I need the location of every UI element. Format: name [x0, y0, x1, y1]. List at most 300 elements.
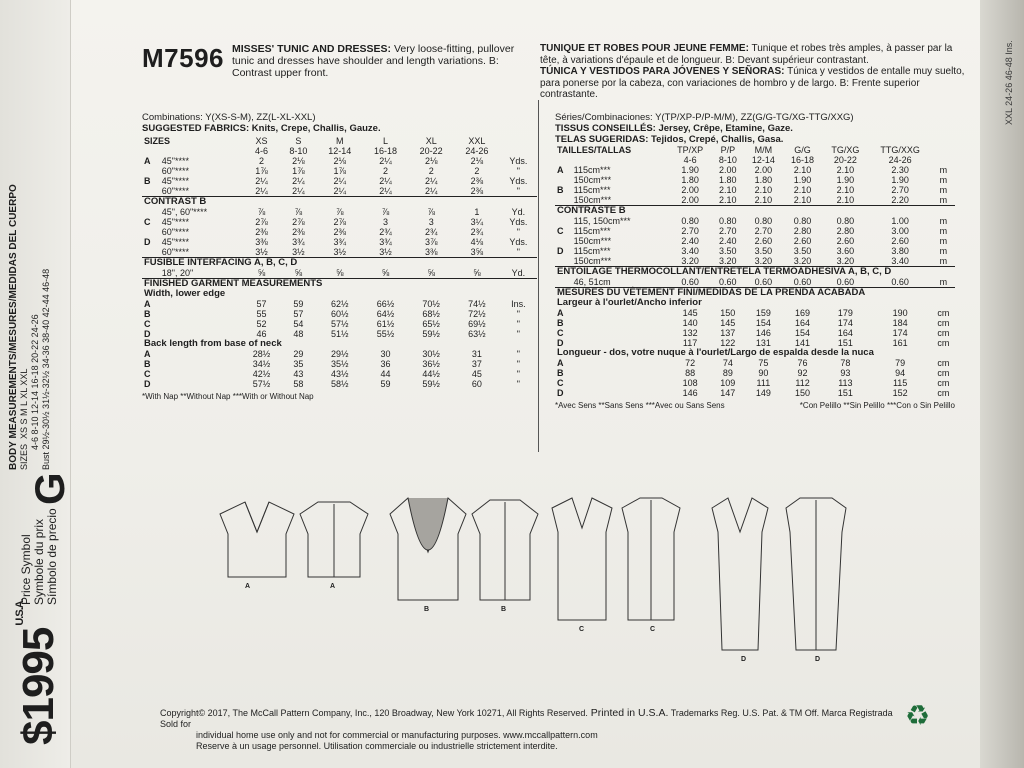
table-cell: 92	[797, 368, 808, 378]
table-row	[142, 379, 537, 389]
table-cell: ⅞	[294, 207, 303, 217]
table-cell: "	[516, 329, 520, 339]
table-cell: 0.60	[836, 277, 855, 287]
table-cell: 2.30	[891, 165, 909, 175]
table-cell: 2⅞	[255, 217, 268, 227]
table-cell: 61½	[376, 319, 395, 329]
footer-copyright: Copyright© 2017, The McCall Pattern Company, Inc., 120 Broadway, New York 10271, All Rights Reserved. Printed in U.S.A. Trademarks Reg. U.S. Pat. & TM Off. Marca Registrada Sold for individual home use only and not for commercial or manufacturing purposes. www.mccallpattern.com Reserve à un usage personnel. Utilisation commerciale ou industrielle strictement interdite.	[160, 707, 893, 751]
table-cell: 2.60	[836, 236, 855, 246]
table-cell: 2⅛	[470, 156, 484, 166]
table-cell: 0.60	[681, 277, 699, 287]
table-row	[142, 369, 537, 379]
table-cell: 150cm***	[573, 256, 612, 266]
table-cell: 20-22	[419, 146, 443, 156]
table-cell: 1.80	[681, 175, 699, 185]
table-cell: 89	[722, 368, 733, 378]
table-cell	[160, 379, 244, 389]
table-cell: 1	[474, 207, 480, 217]
table-cell: 2.00	[681, 185, 699, 195]
table-cell	[160, 369, 244, 379]
sketch-c-front	[552, 498, 612, 620]
table-cell	[160, 319, 244, 329]
table-cell: A	[557, 165, 564, 175]
sketch-c-back	[622, 498, 680, 620]
sketch-label: A	[330, 583, 336, 590]
table-cell: A	[557, 308, 564, 318]
table-cell: 79	[895, 358, 906, 368]
sketch-label: C	[579, 626, 585, 633]
sketch-label: A	[245, 583, 251, 590]
table-cell: 117	[682, 338, 698, 348]
table-cell: 0.80	[719, 216, 737, 226]
sketch-a-front	[220, 502, 294, 577]
table-cell: 72	[685, 358, 696, 368]
table-header-row	[142, 136, 537, 146]
table-row	[555, 256, 955, 267]
table-cell: 2¼	[424, 186, 438, 196]
table-cell: CONTRAST B	[142, 197, 537, 208]
table-cell: D	[557, 338, 564, 348]
column-divider	[538, 100, 539, 452]
table-cell: ENTOILAGE THERMOCOLLANT/ENTRETELA TERMOADHESIVA A, B, C, D	[555, 267, 955, 278]
table-cell: 48	[293, 329, 304, 339]
table-cell: 3.50	[793, 246, 812, 256]
table-cell: 1.90	[793, 175, 812, 185]
sketch-label: D	[741, 656, 747, 663]
table-cell: XL	[425, 136, 437, 146]
table-cell	[572, 328, 669, 338]
table-cell: 16-18	[791, 155, 815, 165]
table-cell: A	[144, 299, 151, 309]
table-cell: m	[939, 246, 948, 256]
table-cell: 42½	[252, 369, 271, 379]
table-cell: 72½	[468, 309, 486, 319]
table-cell	[160, 359, 244, 369]
table-row	[142, 207, 537, 217]
table-cell: 24-26	[888, 155, 912, 165]
table-cell: 69½	[468, 319, 486, 329]
table-cell: 4-6	[683, 155, 697, 165]
table-cell: 3.50	[719, 246, 737, 256]
table-cell: 1.90	[681, 165, 699, 175]
table-cell: 35½	[331, 359, 349, 369]
table-cell: Back length from base of neck	[144, 338, 282, 349]
table-cell: MESURES DU VÊTEMENT FINI/MEDIDAS DE LA PRENDA ACABADA	[555, 288, 955, 299]
table-cell: m	[939, 236, 948, 246]
table-cell: 0.80	[681, 216, 699, 226]
table-cell: 140	[682, 318, 698, 328]
table-cell: 2¼	[424, 176, 438, 186]
table-cell: ⅝	[257, 268, 266, 278]
table-cell: 115cm***	[573, 165, 611, 175]
table-cell: 115, 150cm***	[573, 216, 631, 226]
table-cell: "	[516, 379, 520, 389]
table-cell: m	[939, 185, 948, 195]
garment-sketches	[200, 492, 900, 667]
sketch-label: D	[815, 656, 821, 663]
table-cell: 190	[892, 308, 908, 318]
table-cell: 57	[256, 299, 267, 309]
table-cell: cm	[937, 328, 950, 338]
table-cell: 2.10	[836, 165, 855, 175]
table-row	[555, 175, 955, 185]
table-cell	[142, 227, 160, 237]
table-cell: 2.10	[836, 185, 855, 195]
table-cell: Yds.	[509, 217, 528, 227]
sketch-b-front	[390, 498, 466, 600]
table-cell: 3⅜	[255, 237, 268, 247]
table-cell: 150cm***	[573, 195, 612, 205]
table-cell: m	[939, 256, 948, 266]
table-cell	[142, 268, 160, 279]
table-cell: 1⅞	[333, 166, 347, 176]
table-section-header	[142, 289, 537, 299]
table-row	[555, 185, 955, 195]
table-cell: cm	[937, 338, 950, 348]
table-cell: TP/XP	[677, 145, 704, 155]
table-cell: 62½	[331, 299, 349, 309]
table-cell: "	[516, 309, 520, 319]
table-cell	[160, 349, 244, 359]
table-cell: 74	[722, 358, 733, 368]
table-row	[555, 358, 955, 368]
table-cell: 115cm***	[573, 246, 611, 256]
table-cell: 2¾	[470, 227, 484, 237]
table-cell: 3⅝	[470, 247, 484, 257]
table-cell: 3⅜	[424, 247, 438, 257]
table-cell: 3.20	[754, 256, 773, 266]
table-cell: 63½	[468, 329, 486, 339]
table-cell: 57½	[331, 319, 349, 329]
table-cell	[555, 256, 572, 267]
table-cell	[932, 155, 955, 165]
table-cell: 12-14	[751, 155, 775, 165]
table-cell: B	[557, 185, 564, 195]
table-section-header	[142, 197, 537, 208]
table-row	[555, 388, 955, 398]
table-row	[142, 186, 537, 197]
table-cell: 1.80	[719, 175, 737, 185]
table-cell: 0.80	[793, 216, 812, 226]
table-row	[142, 247, 537, 258]
table-cell: "	[516, 349, 520, 359]
table-cell: 4⅛	[470, 237, 484, 247]
table-cell: 57	[293, 309, 304, 319]
table-cell: 60"****	[161, 227, 189, 237]
table-cell: 141	[795, 338, 811, 348]
table-row	[555, 378, 955, 388]
table-section-header	[142, 258, 537, 269]
table-cell: 3.20	[681, 256, 699, 266]
table-cell: 28½	[252, 349, 271, 359]
table-cell: 3½	[333, 247, 347, 257]
table-cell: 75	[758, 358, 769, 368]
table-cell: A	[144, 156, 151, 166]
table-cell	[572, 308, 669, 318]
table-row	[142, 309, 537, 319]
table-cell: "	[516, 186, 520, 196]
table-cell: 2	[259, 156, 265, 166]
table-cell: B	[557, 368, 564, 378]
table-cell: Yds.	[509, 156, 528, 166]
table-cell: ⅞	[336, 207, 344, 217]
table-cell: B	[144, 309, 151, 319]
table-cell: 88	[685, 368, 696, 378]
table-cell: 2.60	[754, 236, 773, 246]
table-cell: S	[295, 136, 302, 146]
table-cell: 59½	[422, 379, 440, 389]
table-cell: ⅝	[294, 268, 303, 278]
table-cell: 3.20	[719, 256, 737, 266]
table-cell: Yds.	[509, 237, 528, 247]
table-header-row	[555, 145, 955, 155]
table-cell: 146	[682, 388, 698, 398]
table-cell: D	[144, 379, 151, 389]
table-cell: 45"****	[161, 237, 189, 247]
table-cell	[555, 155, 668, 165]
table-cell: 94	[895, 368, 906, 378]
table-cell: 12-14	[328, 146, 352, 156]
table-cell: 59	[380, 379, 391, 389]
table-cell: 184	[892, 318, 908, 328]
table-row	[142, 176, 537, 186]
table-cell: 151	[837, 388, 853, 398]
table-cell: 2¾	[379, 227, 392, 237]
table-cell: 3.40	[891, 256, 909, 266]
table-cell: 179	[837, 308, 853, 318]
table-cell	[555, 236, 572, 246]
table-cell: 1.80	[754, 175, 773, 185]
table-cell	[572, 388, 669, 398]
table-cell: 3.20	[793, 256, 812, 266]
table-cell: 65½	[422, 319, 440, 329]
table-cell: 159	[755, 308, 771, 318]
table-cell: G/G	[794, 145, 811, 155]
table-cell: 152	[892, 388, 908, 398]
table-cell: 0.60	[891, 277, 909, 287]
table-cell	[555, 195, 572, 206]
table-cell	[555, 216, 572, 226]
table-cell: 43	[293, 369, 304, 379]
table-cell: 122	[720, 338, 736, 348]
table-cell	[572, 378, 669, 388]
table-cell: 164	[837, 328, 853, 338]
price-letter: G	[26, 472, 73, 505]
table-row	[555, 277, 955, 288]
table-cell: 3	[382, 217, 388, 227]
table-cell: 154	[755, 318, 771, 328]
table-cell: 70½	[422, 299, 440, 309]
pattern-number: M7596	[142, 43, 224, 73]
table-cell: 2⅜	[470, 176, 484, 186]
english-yardage: Combinations: Y(XS-S-M), ZZ(L-XL-XXL) SUGGESTED FABRICS: Knits, Crepe, Challis, Gauze. SIZES XS S M L XL XXL 4-6 8-10 12-14 16-18 20-22 24-26 A 45"**** 2 2⅛ 2⅛ 2¼ 2⅛ 2⅛ Yds. 60"**** 1⅞ 1⅞ 1⅞ 2 2 2 " B 45"**** 2¼ 2¼ 2¼ 2¼ 2¼ 2⅜ Yds. 60"**** 2¼ 2¼ 2¼ 2¼ 2¼ 2⅜ " CONTRAST B 45", 60"**** ⅞ ⅞ ⅞ ⅞ ⅞ 1 Yd. C 45"**** 2⅞ 2⅞ 2⅞ 3 3 3¼ Yds. 60"**** 2⅜ 2⅜ 2⅜ 2¾ 2¾ 2¾ " D 45"**** 3⅜ 3¾ 3¾ 3¾ 3⅞ 4⅛ Yds. 60"**** 3½ 3½ 3½ 3½ 3⅜ 3⅝ " FUSIBLE INTERFACING A, B, C, D 18", 20" ⅝ ⅝ ⅝ ⅝ ⅝ ⅝ Yd. FINISHED GARMENT MEASUREMENTS Width, lower edge A 57 59 62½ 66½ 70½ 74½ Ins. B 55 57 60½ 64½ 68½ 72½ " C 52 54 57½ 61½ 65½ 69½ " D 46 48 51½ 55½ 59½ 63½ " Back length from base of neck A 28½ 29 29½ 30 30½ 31 " B 34½ 35 35½ 36 36½ 37 " C 42½ 43 43½ 44 44½ 45 " D 57½ 58 58½ 59 59½ 60 " *With Nap **Without Nap ***With or Without Nap	[142, 112, 537, 402]
table-cell: 164	[795, 318, 811, 328]
table-cell: cm	[937, 388, 950, 398]
sketch-b-back	[472, 500, 538, 600]
table-cell: 2.00	[719, 165, 737, 175]
table-section-header	[555, 206, 955, 217]
table-cell: Longueur - dos, votre nuque à l'ourlet/Largo de espalda desde la nuca	[557, 347, 874, 358]
table-cell: 2¼	[255, 186, 268, 196]
table-cell: 2¼	[255, 176, 268, 186]
table-row	[555, 328, 955, 338]
table-cell: FUSIBLE INTERFACING A, B, C, D	[142, 258, 537, 269]
table-cell: L	[382, 136, 388, 146]
table-cell: C	[557, 226, 564, 236]
table-cell: 2.60	[891, 236, 909, 246]
table-cell: 0.60	[754, 277, 773, 287]
table-cell: 51½	[331, 329, 349, 339]
table-section-header	[555, 348, 955, 358]
table-cell: 2¼	[292, 176, 305, 186]
table-cell: Yd.	[511, 207, 526, 217]
table-cell: 0.80	[754, 216, 773, 226]
table-cell: 66½	[376, 299, 395, 309]
price: $1995U.S.A.	[14, 599, 63, 745]
table-cell: 2.40	[681, 236, 699, 246]
table-row	[555, 308, 955, 318]
table-cell: 2¼	[379, 186, 392, 196]
table-cell: 145	[720, 318, 736, 328]
table-cell: 154	[795, 328, 811, 338]
table-cell: 113	[838, 378, 853, 388]
table-cell: 3½	[255, 247, 268, 257]
table-cell: 58	[293, 379, 304, 389]
table-row	[142, 156, 537, 166]
table-cell: 8-10	[289, 146, 308, 156]
table-cell: 60"****	[161, 247, 189, 257]
table-cell: cm	[937, 318, 950, 328]
table-cell: 115cm***	[573, 226, 611, 236]
table-cell: 2⅜	[470, 186, 484, 196]
table-cell: 2.00	[681, 195, 699, 205]
table-cell: 45"****	[161, 217, 189, 227]
table-cell: 115cm***	[573, 185, 611, 195]
table-cell: 2.80	[836, 226, 855, 236]
paper-edge	[980, 0, 1024, 768]
table-cell: 3.00	[891, 226, 909, 236]
table-cell: 2.10	[719, 185, 737, 195]
table-cell: 4-6	[255, 146, 269, 156]
table-cell: 31	[471, 349, 482, 359]
table-cell: 3.50	[754, 246, 773, 256]
table-cell: 55	[256, 309, 267, 319]
table-section-header	[142, 339, 537, 349]
table-cell: ⅝	[473, 268, 481, 278]
table-header-row	[142, 146, 537, 156]
table-cell: "	[516, 319, 520, 329]
table-cell: 30	[380, 349, 391, 359]
table-cell: TG/XG	[831, 145, 860, 155]
header-english: M7596 MISSES' TUNIC AND DRESSES: Very loose-fitting, pullover tunic and dresses have shoulder and length variations. B: Contrast upper front.	[142, 43, 515, 79]
table-cell: 131	[755, 338, 771, 348]
table-cell	[142, 247, 160, 258]
table-header-row	[555, 155, 955, 165]
table-cell: 76	[797, 358, 808, 368]
table-cell: 35	[293, 359, 304, 369]
table-cell: TTG/XXG	[880, 145, 920, 155]
table-cell: 2.70	[891, 185, 909, 195]
table-section-header	[555, 298, 955, 308]
table-cell: 45"****	[161, 176, 189, 186]
table-cell: 2.10	[754, 195, 773, 205]
table-cell: 60½	[331, 309, 349, 319]
table-cell: 60	[471, 379, 482, 389]
table-cell: 2	[474, 166, 480, 176]
table-cell: 2	[382, 166, 388, 176]
table-cell: 46	[256, 329, 267, 339]
table-cell: 2.10	[793, 185, 812, 195]
table-cell: 59	[293, 299, 304, 309]
table-cell: 2.70	[754, 226, 773, 236]
table-cell: 55½	[376, 329, 395, 339]
table-cell: 58½	[331, 379, 349, 389]
table-cell: B	[144, 176, 151, 186]
table-cell	[555, 175, 572, 185]
table-cell: 2⅞	[333, 217, 347, 227]
table-cell: 0.60	[793, 277, 812, 287]
table-cell: 60"****	[161, 186, 189, 196]
table-cell: 150cm***	[573, 175, 612, 185]
table-cell: 2.70	[681, 226, 699, 236]
sketch-label: B	[501, 606, 507, 613]
table-cell: P/P	[720, 145, 736, 155]
table-row	[142, 166, 537, 176]
table-cell: 149	[755, 388, 771, 398]
table-row	[142, 227, 537, 237]
table-cell: 34½	[252, 359, 271, 369]
table-cell: 2.10	[836, 195, 855, 205]
table-cell	[572, 318, 669, 328]
table-cell: 2.80	[793, 226, 812, 236]
table-cell: 2⅛	[292, 156, 305, 166]
table-cell: 30½	[422, 349, 440, 359]
table-cell: "	[516, 247, 520, 257]
table-cell: 174	[892, 328, 908, 338]
table-cell: 60"****	[161, 166, 189, 176]
table-cell: ⅞	[381, 207, 390, 217]
table-cell: 150	[795, 388, 811, 398]
table-cell	[142, 146, 243, 156]
sketch-label: B	[424, 606, 430, 613]
table-cell: Ins.	[511, 299, 526, 309]
table-cell: 108	[682, 378, 698, 388]
table-cell: FINISHED GARMENT MEASUREMENTS	[142, 279, 537, 290]
table-cell: 93	[840, 368, 851, 378]
table-cell: cm	[937, 308, 950, 318]
table-cell: XS	[255, 136, 268, 146]
table-cell	[572, 358, 669, 368]
table-cell: C	[144, 217, 151, 227]
header-french-spanish: TUNIQUE ET ROBES POUR JEUNE FEMME: Tunique et robes très amples, à passer par la tête, à variations d'épaule et de longueur. B: Devant supérieur contrastant. TÚNICA Y VESTIDOS PARA JÓVENES Y SEÑORAS: Túnica y vestidos de entalle muy suelto, para ponerse por la cabeza, con variaciones de hombro y de largo. B: Frente superior contrastante.	[540, 43, 965, 100]
table-cell: D	[144, 237, 151, 247]
table-cell: 44	[380, 369, 391, 379]
table-cell: 29½	[331, 349, 349, 359]
table-row	[555, 226, 955, 236]
table-cell: 3⅞	[424, 237, 438, 247]
table-row	[555, 318, 955, 328]
table-cell: 161	[892, 338, 908, 348]
table-cell: 2.20	[891, 195, 909, 205]
table-cell: 109	[720, 378, 736, 388]
table-cell: Width, lower edge	[144, 288, 226, 299]
table-cell	[932, 145, 955, 155]
table-cell: 112	[795, 378, 810, 388]
table-cell: 2.10	[754, 185, 773, 195]
table-cell: 2.60	[793, 236, 812, 246]
table-cell: 18", 20"	[161, 268, 194, 278]
table-cell: m	[939, 195, 948, 205]
